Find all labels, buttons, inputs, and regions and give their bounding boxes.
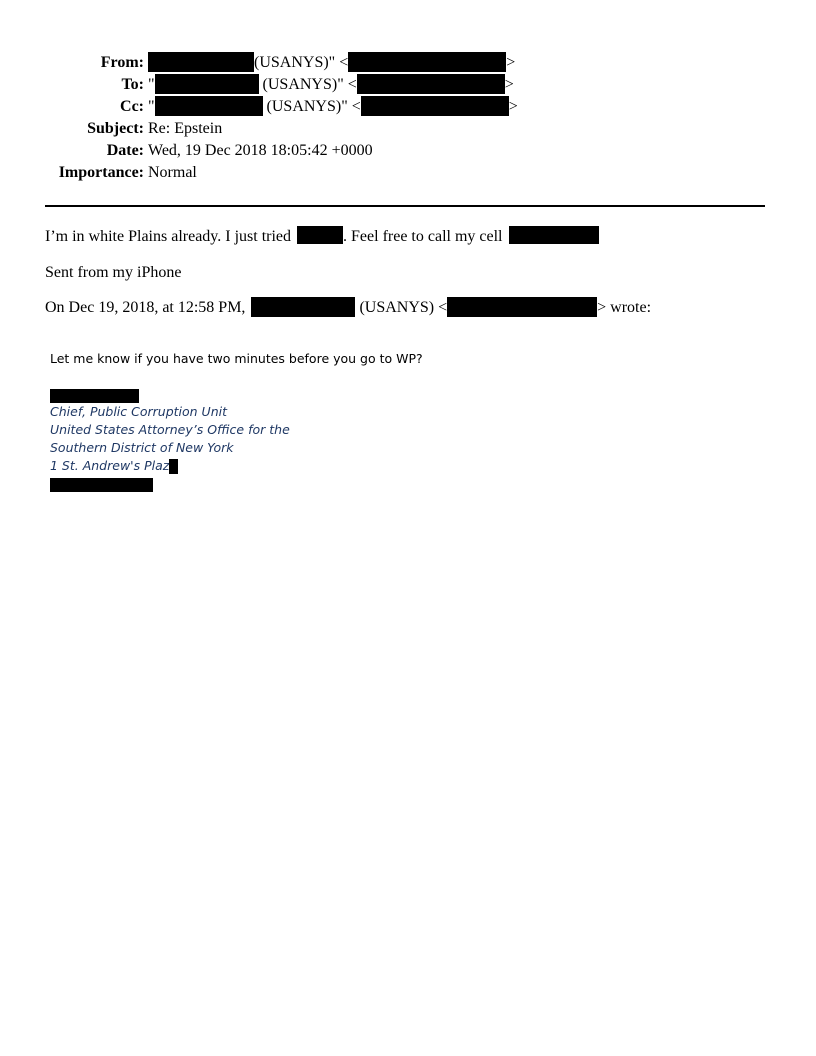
- header-to-suffix: (USANYS)" <: [258, 76, 357, 93]
- signature-line-district: Southern District of New York: [50, 440, 234, 455]
- redaction-box: [148, 52, 254, 72]
- redaction-box: [297, 226, 343, 244]
- sent-from-line: Sent from my iPhone: [45, 264, 182, 281]
- redaction-box: [348, 52, 506, 72]
- header-importance-label: Importance:: [58, 164, 144, 181]
- header-to-end: >: [504, 76, 514, 93]
- redaction-box: [169, 459, 178, 474]
- header-from-value: [148, 52, 515, 74]
- quote-intro-line: [45, 297, 651, 319]
- header-cc-value: [148, 96, 518, 118]
- signature-line-address: [50, 457, 178, 475]
- header-from-suffix: (USANYS)" <: [254, 54, 349, 71]
- header-subject-value: Re: Epstein: [148, 120, 223, 137]
- header-date-row: [0, 140, 816, 162]
- quoted-message: Let me know if you have two minutes before you go to WP?: [50, 351, 423, 366]
- header-date-value: Wed, 19 Dec 2018 18:05:42 +0000: [148, 142, 373, 159]
- header-to-value: [148, 74, 514, 96]
- header-to-row: [0, 74, 816, 96]
- quote-intro-text: (USANYS) <: [359, 299, 448, 316]
- redaction-box: [155, 74, 259, 94]
- header-from-end: >: [506, 54, 516, 71]
- signature-line-title: Chief, Public Corruption Unit: [50, 404, 228, 419]
- quote-intro-text: > wrote:: [597, 299, 652, 316]
- redaction-box: [447, 297, 597, 317]
- header-importance-row: [0, 162, 816, 184]
- header-cc-label: Cc:: [120, 98, 144, 115]
- header-cc-suffix: (USANYS)" <: [262, 98, 361, 115]
- redaction-box: [251, 297, 355, 317]
- header-to-prefix: ": [148, 76, 155, 93]
- header-subject-row: [0, 118, 816, 140]
- redaction-box: [357, 74, 505, 94]
- header-divider: [45, 205, 765, 207]
- body-message-line: [45, 226, 599, 248]
- body-text: . Feel free to call my cell: [343, 228, 503, 245]
- signature-address-text: 1 St. Andrew's Plaz: [50, 458, 170, 473]
- redaction-box: [361, 96, 509, 116]
- redaction-box: [155, 96, 263, 116]
- header-cc-prefix: ": [148, 98, 155, 115]
- body-text: I’m in white Plains already. I just tried: [45, 228, 292, 245]
- header-from-label: From:: [100, 54, 144, 71]
- signature-line-office: United States Attorney’s Office for the: [50, 422, 290, 437]
- header-cc-row: [0, 96, 816, 118]
- quote-intro-text: On Dec 19, 2018, at 12:58 PM,: [45, 299, 246, 316]
- redaction-box: [509, 226, 599, 244]
- header-subject-label: Subject:: [87, 120, 144, 137]
- header-from-row: [0, 52, 816, 74]
- header-date-label: Date:: [106, 142, 144, 159]
- header-cc-end: >: [508, 98, 518, 115]
- header-importance-value: Normal: [148, 164, 197, 181]
- redaction-box: [50, 389, 139, 403]
- redaction-box: [50, 478, 153, 492]
- header-to-label: To:: [121, 76, 144, 93]
